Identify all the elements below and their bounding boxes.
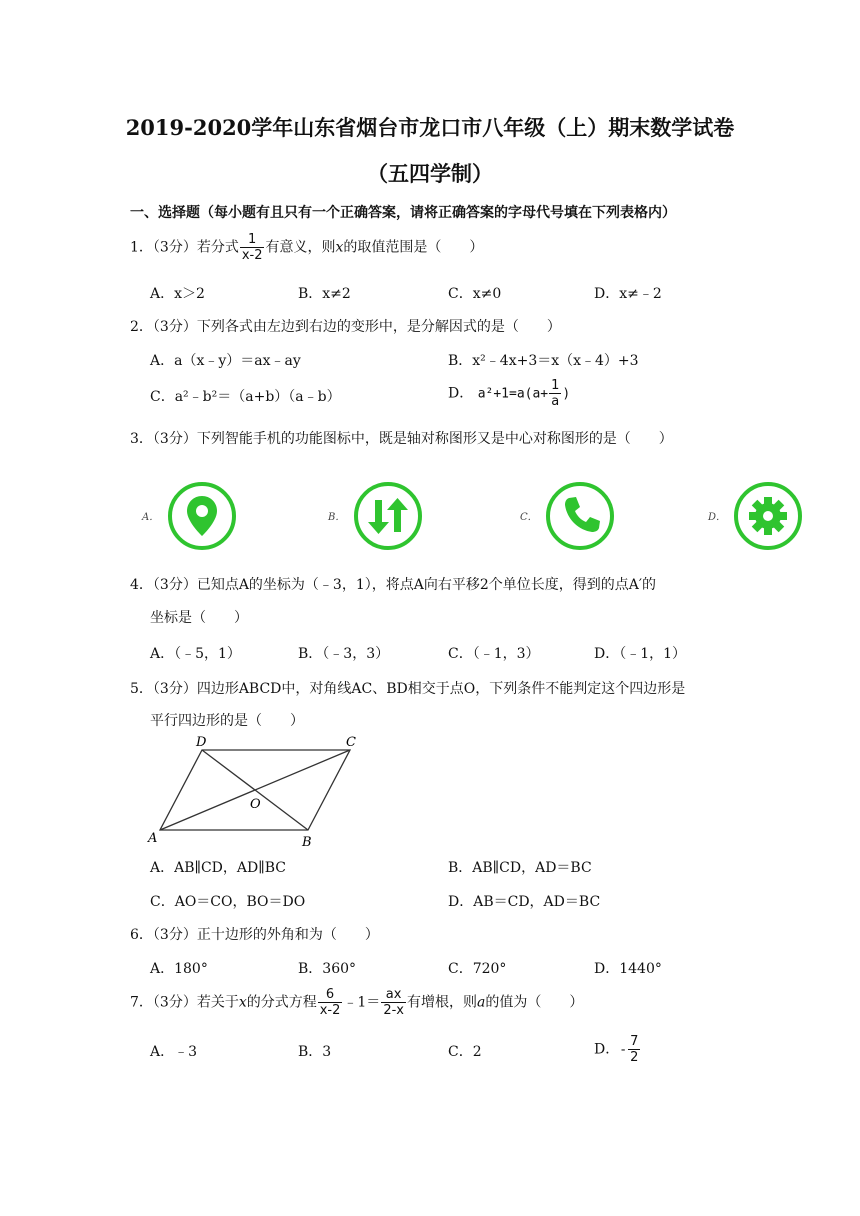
q7-f1-num: 6 <box>325 987 335 1002</box>
q7-option-b: B．3 <box>298 1044 332 1060</box>
question-4-line1: 4．（3分）已知点A的坐标为（﹣3，1），将点A向右平移2个单位长度，得到的点A′的 <box>130 577 657 593</box>
q2-d-num: 1 <box>551 378 560 393</box>
q3-label-b: B． <box>328 512 346 523</box>
q1-frac-num: 1 <box>248 232 257 247</box>
q1-var: x <box>335 239 344 256</box>
gear-icon <box>732 480 804 552</box>
q6-option-c: C．720° <box>448 961 507 977</box>
question-5-line1: 5．（3分）四边形ABCD中，对角线AC、BD相交于点O，下列条件不能判定这个四边形是 <box>130 681 686 697</box>
parallelogram-figure <box>140 730 370 852</box>
vertex-b: B <box>302 835 312 850</box>
q7-var-a: a <box>476 994 486 1011</box>
q7-stem-mid1: 的分式方程 <box>246 994 317 1011</box>
q7-d-sign: - <box>619 1042 628 1058</box>
q4-option-c: C．（﹣1，3） <box>448 646 540 662</box>
intersection-o: O <box>250 797 261 812</box>
q7-stem-mid3: 有增根，则 <box>406 994 477 1011</box>
q7-stem-post: 的值为（ ） <box>485 994 584 1011</box>
q1-option-c: C．x≠0 <box>448 286 502 302</box>
q5-option-d: D．AB＝CD，AD＝BC <box>448 894 601 910</box>
question-7 <box>130 987 583 1018</box>
q7-stem-mid2: ﹣1＝ <box>343 994 381 1011</box>
q7-option-c: C．2 <box>448 1044 482 1060</box>
q1-stem-pre: 1．（3分）若分式 <box>130 239 239 256</box>
q6-option-b: B．360° <box>298 961 357 977</box>
q5-option-c: C．AO＝CO，BO＝DO <box>150 894 306 910</box>
q7-d-fraction <box>628 1034 640 1065</box>
q7-option-d <box>594 1034 641 1065</box>
q7-f2-num: ax <box>385 987 402 1002</box>
q2-option-b: B．x²﹣4x+3＝x（x﹣4）+3 <box>448 353 639 369</box>
q7-var-x: x <box>238 994 247 1011</box>
q1-option-a: A．x＞2 <box>150 286 205 302</box>
q2-option-a: A．a（x﹣y）＝ax﹣ay <box>150 353 301 369</box>
question-2: 2．（3分）下列各式由左边到右边的变形中，是分解因式的是（ ） <box>130 319 561 335</box>
diagonal-bd <box>202 750 308 830</box>
q7-d-label: D． <box>594 1041 620 1058</box>
question-3: 3．（3分）下列智能手机的功能图标中，既是轴对称图形又是中心对称图形的是（ ） <box>130 431 673 447</box>
q3-label-c: C． <box>520 512 538 523</box>
vertex-d: D <box>196 735 207 750</box>
section-heading: 一、选择题（每小题有且只有一个正确答案，请将正确答案的字母代号填在下列表格内） <box>130 205 676 221</box>
q7-d-den: 2 <box>630 1050 639 1065</box>
q6-option-d: D．1440° <box>594 961 662 977</box>
q1-stem-mid: 有意义，则 <box>265 239 336 256</box>
q7-option-a: A．﹣3 <box>150 1044 198 1060</box>
q2-d-post: ) <box>562 386 571 402</box>
q1-stem-post: 的取值范围是（ ） <box>343 239 484 256</box>
vertex-a: A <box>148 831 158 846</box>
q4-option-d: D．（﹣1，1） <box>594 646 687 662</box>
location-pin-icon <box>166 480 238 552</box>
q7-d-num: 7 <box>630 1034 639 1049</box>
q7-fraction-2 <box>381 987 406 1018</box>
q1-option-b: B．x≠2 <box>298 286 351 302</box>
q3-label-d: D． <box>708 512 727 523</box>
document-title: 2019-2020学年山东省烟台市龙口市八年级（上）期末数学试卷 <box>125 115 735 140</box>
question-4-line2: 坐标是（ ） <box>150 610 248 626</box>
q2-d-fraction <box>549 378 561 409</box>
document-subtitle: （五四学制） <box>367 161 493 186</box>
q7-f1-den: x-2 <box>319 1003 341 1018</box>
q2-d-expr: a²+1=a(a+ <box>477 386 549 402</box>
q5-option-a: A．AB∥CD，AD∥BC <box>150 860 286 876</box>
q4-option-b: B．（﹣3，3） <box>298 646 390 662</box>
q4-option-a: A．（﹣5，1） <box>150 646 241 662</box>
q1-fraction <box>240 232 265 263</box>
data-transfer-arrows-icon <box>352 480 424 552</box>
q7-fraction-1 <box>318 987 343 1018</box>
q2-option-d <box>448 378 570 409</box>
question-6: 6．（3分）正十边形的外角和为（ ） <box>130 927 379 943</box>
q1-option-d: D．x≠﹣2 <box>594 286 662 302</box>
q2-d-den: a <box>551 394 560 409</box>
question-1 <box>130 232 483 263</box>
q2-option-c: C．a²﹣b²＝（a+b）（a﹣b） <box>150 389 341 405</box>
q5-option-b: B．AB∥CD，AD＝BC <box>448 860 592 876</box>
phone-icon <box>544 480 616 552</box>
q3-label-a: A． <box>142 512 160 523</box>
q7-f2-den: 2-x <box>383 1003 404 1018</box>
q1-frac-den: x-2 <box>241 248 263 263</box>
q6-option-a: A．180° <box>150 961 208 977</box>
vertex-c: C <box>346 735 356 750</box>
q7-stem-pre: 7．（3分）若关于 <box>130 994 239 1011</box>
q2-d-label: D． <box>448 385 474 402</box>
question-5-line2: 平行四边形的是（ ） <box>150 713 304 729</box>
